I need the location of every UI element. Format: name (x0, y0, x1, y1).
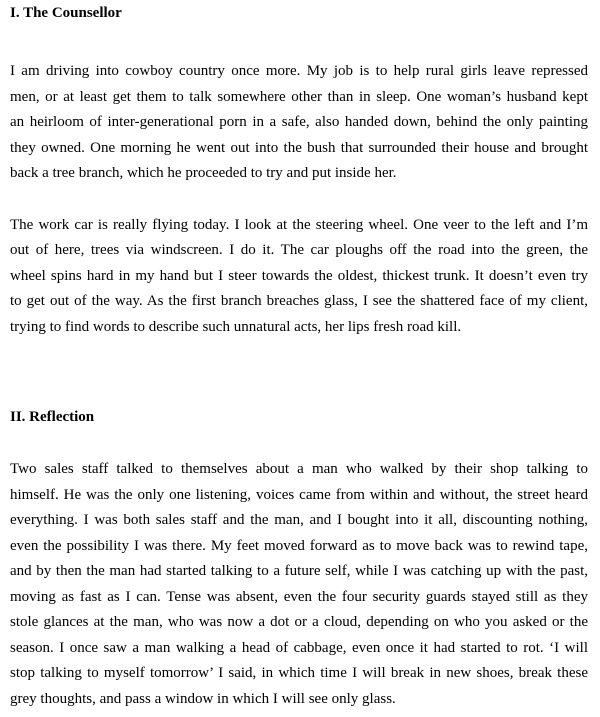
spacer (10, 187, 588, 213)
text-line: I am driving into cowboy country once more. My job is to help rural girls leave repressed (10, 63, 588, 79)
text-line: an heirloom of inter-generational porn in a safe, also handed down, behind the only painting (10, 114, 588, 130)
section-heading-reflection: II. Reflection (10, 409, 95, 425)
text-line: they owned. One morning he went out into the bush that surrounded their house and brought (10, 139, 588, 156)
paragraph-reflection-1 (10, 457, 588, 712)
text-line: Two sales staff talked to themselves about a man who walked by their shop talking to (10, 461, 588, 477)
text-line: The work car is really flying today. I look at the steering wheel. One veer to the left and I’m (10, 216, 588, 233)
text-line: wheel spins hard in my hand but I steer towards the oldest, thickest trunk. It doesn’t even try (10, 267, 588, 284)
text-line: season. I once saw a man walking a head of cabbage, even once it had started to rot. ‘I will (10, 639, 588, 656)
text-line: out of here, trees via windscreen. I do it. The car ploughs off the road into the green, the (10, 242, 588, 258)
paragraph-counsellor-1 (10, 59, 588, 187)
text-line: stop talking to myself tomorrow’ I said, in which time I will break in new shoes, break these (10, 665, 588, 681)
text-line: grey thoughts, and pass a window in which I will see only glass. (10, 690, 396, 707)
text-line: even the possibility I was there. My feet moved forward as to move back was to rewind tape, (10, 537, 588, 554)
text-line: everything. I was both sales staff and the man, and I bought into it all, discounting nothing, (10, 512, 588, 528)
spacer (10, 340, 588, 404)
text-line: himself. He was the only one listening, voices came from within and without, the street heard (10, 486, 588, 503)
paragraph-counsellor-2 (10, 213, 588, 341)
text-line: to get out of the way. As the first branch breaches glass, I see the shattered face of my client, (10, 293, 588, 309)
text-line: stole glances at the man, who was now a dot or a cloud, depending on who you asked or the (10, 614, 588, 630)
text-line: moving as fast as I can. Tense was absent, even the four security guards stayed still as they (10, 588, 588, 605)
spacer (10, 431, 588, 457)
text-line: men, or at least get them to talk somewhere other than in sleep. One woman’s husband kept (10, 88, 588, 105)
document-page (10, 0, 588, 712)
text-line: and by then the man had started talking to a future self, while I was catching up with the past, (10, 563, 588, 579)
text-line: back a tree branch, which he proceeded to try and put inside her. (10, 165, 397, 181)
spacer (10, 27, 588, 59)
text-line: trying to find words to describe such unnatural acts, her lips fresh road kill. (10, 318, 462, 335)
section-heading-counsellor: I. The Counsellor (10, 5, 122, 21)
